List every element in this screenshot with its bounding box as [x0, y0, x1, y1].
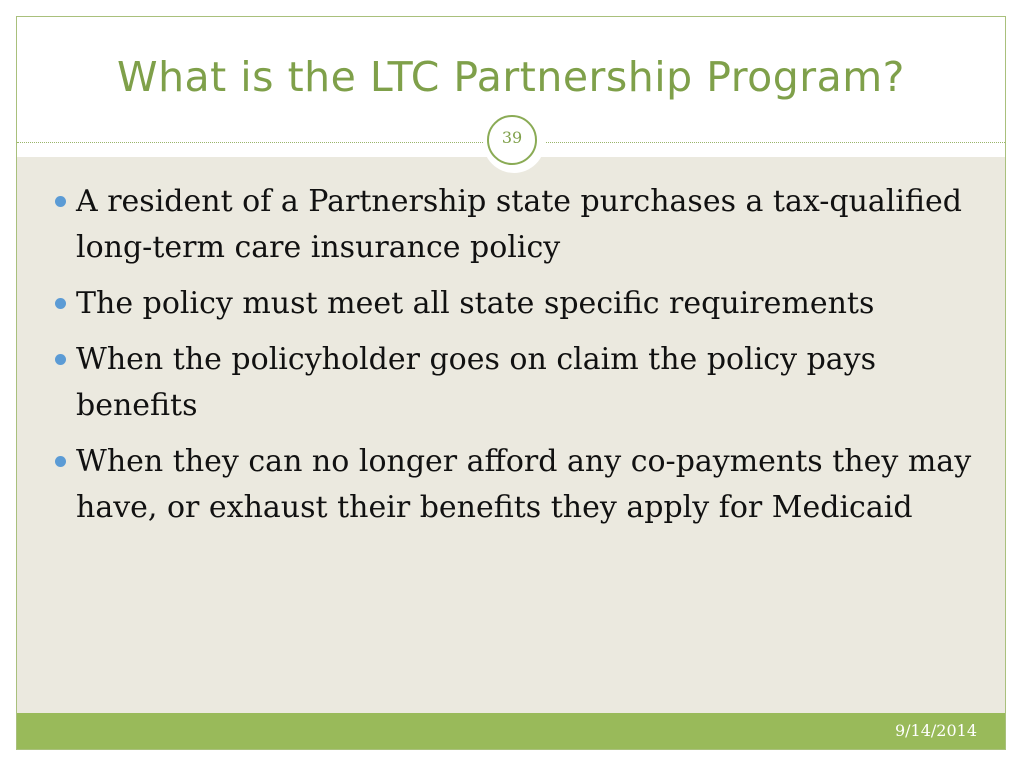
bullet-dot-icon	[55, 456, 66, 467]
bullet-text: When the policyholder goes on claim the policy pays benefits	[76, 342, 877, 423]
bullet-dot-icon	[55, 354, 66, 365]
slide	[16, 16, 1006, 750]
bullet-item	[55, 281, 975, 327]
bullet-text: A resident of a Partnership state purchases a tax-qualified long-term care insurance policy	[76, 184, 962, 265]
bullet-dot-icon	[55, 196, 66, 207]
page-number: 39	[501, 128, 523, 147]
bullet-item	[55, 179, 975, 271]
footer-date: 9/14/2014	[894, 721, 977, 740]
bullet-item	[55, 439, 975, 531]
footer-bar	[17, 713, 1005, 749]
bullet-text: The policy must meet all state specific requirements	[76, 286, 875, 321]
bullet-list	[55, 179, 975, 541]
bullet-item	[55, 337, 975, 429]
bullet-dot-icon	[55, 298, 66, 309]
bullet-text: When they can no longer afford any co-payments they may have, or exhaust their benefits they apply for Medicaid	[76, 444, 972, 525]
slide-title: What is the LTC Partnership Program?	[117, 53, 905, 101]
